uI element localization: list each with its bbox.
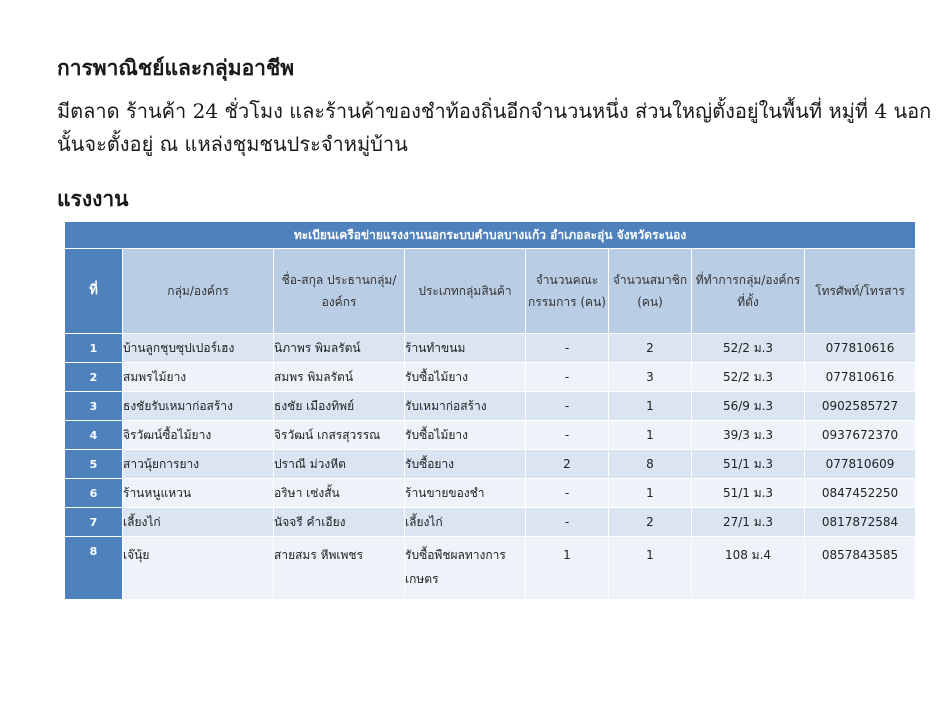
cell-members: 3 <box>609 363 691 391</box>
cell-phone: 0847452250 <box>805 479 915 507</box>
table-row <box>65 421 915 449</box>
cell-committee: - <box>526 479 608 507</box>
cell-chair: สมพร พิมลรัตน์ <box>274 363 404 391</box>
cell-committee: - <box>526 363 608 391</box>
cell-office: 39/3 ม.3 <box>692 421 804 449</box>
cell-chair: จิรวัฒน์ เกสรสุวรรณ <box>274 421 404 449</box>
cell-product: เลี้ยงไก่ <box>405 508 525 536</box>
cell-members: 1 <box>609 392 691 420</box>
cell-phone: 0817872584 <box>805 508 915 536</box>
cell-no: 6 <box>65 479 122 507</box>
intro-paragraph: มีตลาด ร้านค้า 24 ชั่วโมง และร้านค้าของชำท้องถิ่นอีกจำนวนหนึ่ง ส่วนใหญ่ตั้งอยู่ในพื้นที่ หมู่ที่ 4 นอกนั้นจะตั้งอยู่ ณ แหล่งชุมชนประจำหมู่บ้าน <box>57 99 932 156</box>
cell-members: 1 <box>609 421 691 449</box>
cell-group: เจ๊นุ้ย <box>123 537 273 599</box>
table-row <box>65 479 915 507</box>
cell-office: 108 ม.4 <box>692 537 804 599</box>
cell-no: 8 <box>65 537 122 599</box>
cell-office: 56/9 ม.3 <box>692 392 804 420</box>
cell-members: 1 <box>609 479 691 507</box>
header-product: ประเภทกลุ่มสินค้า <box>405 249 525 333</box>
table-row <box>65 363 915 391</box>
cell-office: 52/2 ม.3 <box>692 334 804 362</box>
cell-product: ร้านทำขนม <box>405 334 525 362</box>
cell-phone: 0937672370 <box>805 421 915 449</box>
cell-phone: 077810616 <box>805 334 915 362</box>
cell-no: 2 <box>65 363 122 391</box>
cell-product: รับซื้อไม้ยาง <box>405 421 525 449</box>
cell-group: สาวนุ้ยการยาง <box>123 450 273 478</box>
cell-product: รับซื้อพืชผลทางการเกษตร <box>405 537 525 599</box>
header-members: จำนวนสมาชิก (คน) <box>609 249 691 333</box>
table-row <box>65 537 915 599</box>
cell-office: 27/1 ม.3 <box>692 508 804 536</box>
cell-group: ธงชัยรับเหมาก่อสร้าง <box>123 392 273 420</box>
table-caption: ทะเบียนเครือข่ายแรงงานนอกระบบตำบลบางแก้ว อำเภอละอุ่น จังหวัดระนอง <box>65 222 915 248</box>
header-phone: โทรศัพท์/โทรสาร <box>805 249 915 333</box>
cell-group: เลี้ยงไก่ <box>123 508 273 536</box>
cell-phone: 077810616 <box>805 363 915 391</box>
header-group: กลุ่ม/องค์กร <box>123 249 273 333</box>
cell-phone: 0902585727 <box>805 392 915 420</box>
cell-group: ร้านหนูแหวน <box>123 479 273 507</box>
cell-members: 2 <box>609 334 691 362</box>
labor-network-table <box>64 221 916 600</box>
cell-chair: นิภาพร พิมลรัตน์ <box>274 334 404 362</box>
cell-chair: นัจจรี คำเอียง <box>274 508 404 536</box>
cell-committee: 2 <box>526 450 608 478</box>
cell-members: 8 <box>609 450 691 478</box>
page-heading: การพาณิชย์และกลุ่มอาชีพ <box>57 55 295 80</box>
cell-no: 1 <box>65 334 122 362</box>
cell-committee: - <box>526 508 608 536</box>
table-row <box>65 334 915 362</box>
header-committee: จำนวนคณะกรรมการ (คน) <box>526 249 608 333</box>
header-chair: ชื่อ-สกุล ประธานกลุ่ม/องค์กร <box>274 249 404 333</box>
table-row <box>65 508 915 536</box>
cell-product: รับซื้อยาง <box>405 450 525 478</box>
header-no: ที่ <box>65 249 122 333</box>
cell-office: 51/1 ม.3 <box>692 479 804 507</box>
cell-office: 51/1 ม.3 <box>692 450 804 478</box>
cell-no: 3 <box>65 392 122 420</box>
cell-committee: - <box>526 392 608 420</box>
cell-no: 7 <box>65 508 122 536</box>
cell-no: 4 <box>65 421 122 449</box>
table-row <box>65 450 915 478</box>
cell-committee: - <box>526 421 608 449</box>
cell-product: ร้านขายของชำ <box>405 479 525 507</box>
cell-product: รับเหมาก่อสร้าง <box>405 392 525 420</box>
header-office: ที่ทำการกลุ่ม/องค์กร ที่ตั้ง <box>692 249 804 333</box>
cell-no: 5 <box>65 450 122 478</box>
cell-chair: ปราณี ม่วงหีต <box>274 450 404 478</box>
cell-committee: - <box>526 334 608 362</box>
cell-group: จิรวัฒน์ซื้อไม้ยาง <box>123 421 273 449</box>
section-heading: แรงงาน <box>57 186 129 211</box>
cell-group: สมพรไม้ยาง <box>123 363 273 391</box>
cell-committee: 1 <box>526 537 608 599</box>
cell-phone: 0857843585 <box>805 537 915 599</box>
cell-office: 52/2 ม.3 <box>692 363 804 391</box>
cell-members: 1 <box>609 537 691 599</box>
cell-product: รับซื้อไม้ยาง <box>405 363 525 391</box>
cell-phone: 077810609 <box>805 450 915 478</box>
cell-chair: อริษา เซ่งสั้น <box>274 479 404 507</box>
cell-members: 2 <box>609 508 691 536</box>
cell-group: บ้านลูกชุบซุปเปอร์เฮง <box>123 334 273 362</box>
table-row <box>65 392 915 420</box>
cell-chair: สายสมร หีพเพชร <box>274 537 404 599</box>
cell-chair: ธงชัย เมืองทิพย์ <box>274 392 404 420</box>
